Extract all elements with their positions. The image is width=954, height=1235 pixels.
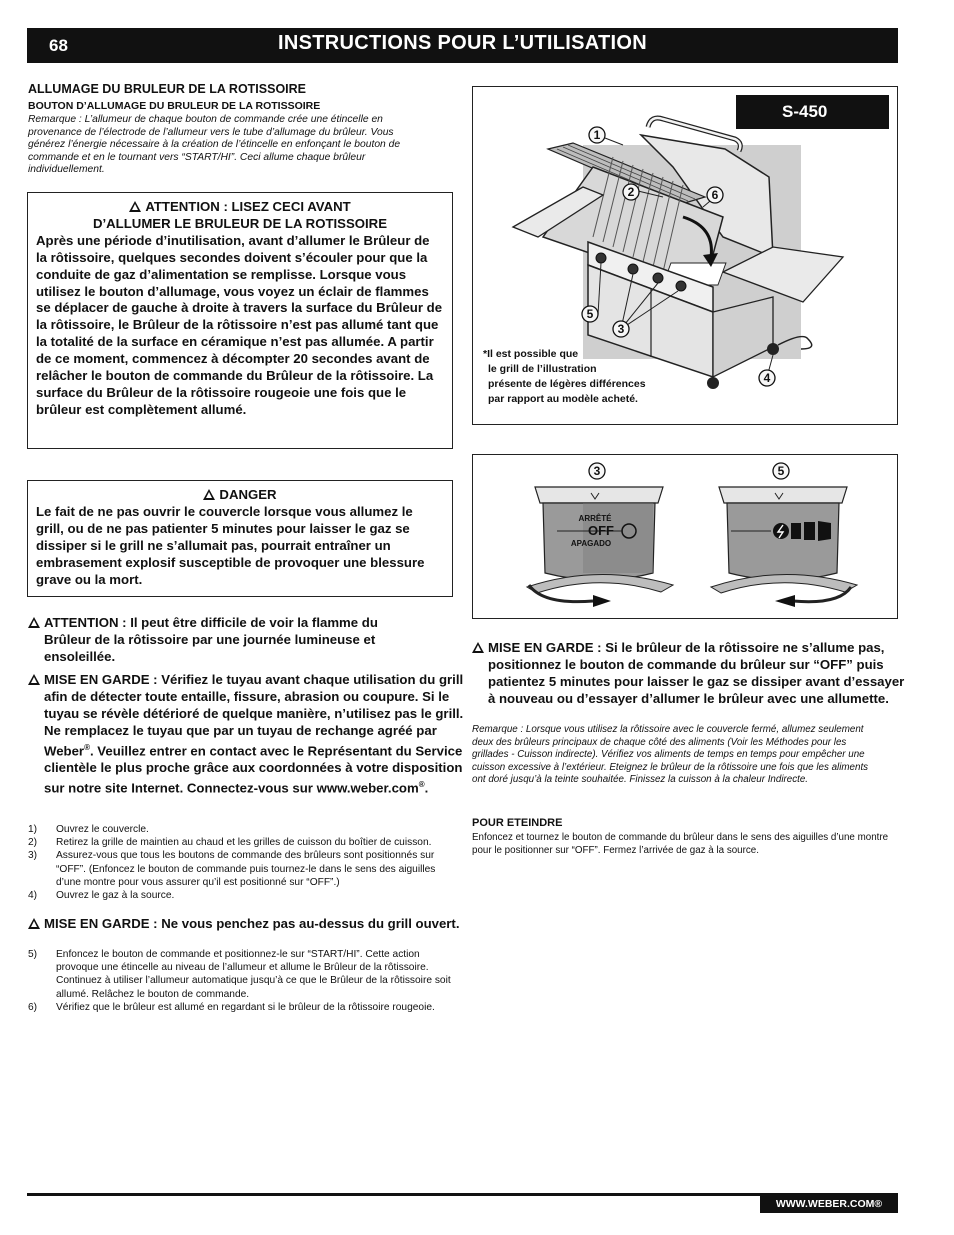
callout-2: 2 [627,185,635,199]
page-header [27,28,898,63]
section-note: Remarque : L’allumeur de chaque bouton de commande crée une étincelle en provenance de l’électrode de l’allumeur vers le tube d’allumage du brûleur. Vous générez l’énergie nécessaire à la création de l’étincelle en enfonçant le bouton de commande et en le tournant vers “START/HI”. Ceci allume chaque brûleur individuellement. [28,114,401,176]
warning-sun: ATTENTION : Il peut être difficile de voir la flamme du Brûleur de la rôtissoire par une journée lumineuse et ensoleillée. [28,615,424,666]
section-title: ALLUMAGE DU BRULEUR DE LA ROTISSOIRE [28,82,307,96]
warning-relight: MISE EN GARDE : Si le brûleur de la rôtissoire ne s’allume pas, positionnez le bouton de commande du brûleur sur “OFF” puis patientez 5 minutes pour laisser le gaz se dissiper avant d’essayer à nouveau ou d’essayer d’allumer le brûleur avec une allumette. [472,640,914,708]
list-item: 5) Enfoncez le bouton de commande et positionnez-le sur “START/HI”. Cette action provoque une étincelle au niveau de l’allumeur et allume le Brûleur de la rôtissoire. Continuez à utiliser l’allumeur automatique jusqu’à ce que le Brûleur de la rôtissoire soit allumé. Relâchez le bouton de commande. [28,949,451,1000]
callout-5-knob: 5 [777,464,785,478]
warning-hose: MISE EN GARDE : Vérifiez le tuyau avant chaque utilisation du grill afin de détecter toute entaille, fissure, abrasion ou coupure. Si le tuyau se révèle détérioré de quelque manière, n’utilisez pas le grill. Ne remplacez le tuyau que par un tuyau de rechange agréé par Weber®. Veuillez entrer en contact avec le Représentant du Service clientèle le plus proche grâce aux coordonnées à votre disposition sur notre site Internet. Connectez-vous sur www.weber.com®. [28,672,468,797]
knob-text-arrete: ARRÊTÉ [578,514,612,523]
danger-box [27,480,453,597]
attention-box-title-2: D’ALLUMER LE BRULEUR DE LA ROTISSOIRE [92,215,388,231]
knob-text-apagado: APAGADO [570,539,612,548]
warning-icon [28,674,40,685]
extinguish-title: POUR ETEINDRE [472,817,563,829]
rotisserie-note: Remarque : Lorsque vous utilisez la rôtissoire avec le couvercle fermé, allumez seulement deux des brûleurs principaux de chaque côté des aliments (Voir les Méthodes pour les grillades - Cuisson indirecte). Vérifiez vos aliments de temps en temps pour empêcher une cuisson excessive à l’extérieur. Eteignez le brûleur de la rôtissoire une fois que les aliments ont doré jusqu’à la teinte souhaitée. Finissez la cuisson à la chaleur Indirecte. [472,724,869,786]
grill-figure [472,86,898,425]
list-item: 3) Assurez-vous que tous les boutons de commande des brûleurs sont positionnés sur “OFF”. (Enfoncez le bouton de commande puis tournez-le dans le sens des aiguilles d’une montre pour vous assurer qu’il est positionné sur “OFF”.) [28,850,436,888]
list-item: 1) Ouvrez le couvercle. [28,824,149,835]
callout-3-knob: 3 [593,464,601,478]
callout-4: 4 [763,371,771,385]
section-subtitle: BOUTON D’ALLUMAGE DU BRULEUR DE LA ROTISSOIRE [28,100,321,112]
warning-lean: MISE EN GARDE : Ne vous penchez pas au-dessus du grill ouvert. [28,916,468,933]
list-item: 6) Vérifiez que le brûleur est allumé en regardant si le brûleur de la rôtissoire rougeoie. [28,1001,435,1013]
steps-list-b [28,948,452,1014]
knob-illustration [473,455,897,618]
warning-icon [472,642,484,653]
warning-icon [28,918,40,929]
list-item: 4) Ouvrez le gaz à la source. [28,890,175,902]
warning-icon [203,489,215,500]
danger-box-body: Le fait de ne pas ouvrir le couvercle lorsque vous allumez le grill, ou de ne pas patienter 5 minutes pour laisser le gaz se dissiper si le grill ne s’allumait pas, pourrait entraîner un embrasement explosif susceptible de provoquer une blessure grave ou la mort. [36,503,425,587]
footer-url: WWW.WEBER.COM® [760,1196,898,1213]
warning-icon [129,201,141,212]
knob-figure [472,454,898,619]
callout-3: 3 [617,322,625,336]
danger-box-title: DANGER [36,487,444,504]
callout-6: 6 [711,188,719,202]
callout-5: 5 [586,307,594,321]
attention-box [27,192,453,449]
knob-text-off: OFF [588,523,614,538]
steps-list-a [28,823,452,902]
callout-1: 1 [593,128,601,142]
warning-icon [28,617,40,628]
page-title: INSTRUCTIONS POUR L’UTILISATION [278,32,647,54]
page-number: 68 [49,36,68,55]
list-item: 2) Retirez la grille de maintien au chaud et les grilles de cuisson du boîtier de cuisson. [28,837,432,849]
extinguish-body: Enfoncez et tournez le bouton de commande du brûleur dans le sens des aiguilles d’une montre pour le positionner sur “OFF”. Fermez l’arrivée de gaz à la source. [472,832,889,856]
model-label: S-450 [736,95,889,129]
attention-box-title: ATTENTION : LISEZ CECI AVANT [36,199,444,216]
figure-note: *Il est possible que le grill de l’illustration présente de légères différences par rapport au modèle acheté. [483,348,646,405]
attention-box-body: Après une période d’inutilisation, avant d’allumer le Brûleur de la rôtissoire, quelques secondes doivent s’écouler pour que la conduite de gaz d’alimentation se remplisse. Lorsque vous utilisez le bouton d’allumage, vous voyez un éclair de flammes se déplacer de gauche à droite à travers la surface du Brûleur de la rôtissoire, le Brûleur de la rôtissoire n’est pas allumé tant que la totalité de la surface en céramique n’est pas allumée. A partir de ce moment, commencez à décompter 20 secondes avant de relâcher le bouton de commande du Brûleur de la rôtissoire. La surface du Brûleur de la rôtissoire rougeoie une fois que le brûleur est complètement allumé. [36,232,443,417]
